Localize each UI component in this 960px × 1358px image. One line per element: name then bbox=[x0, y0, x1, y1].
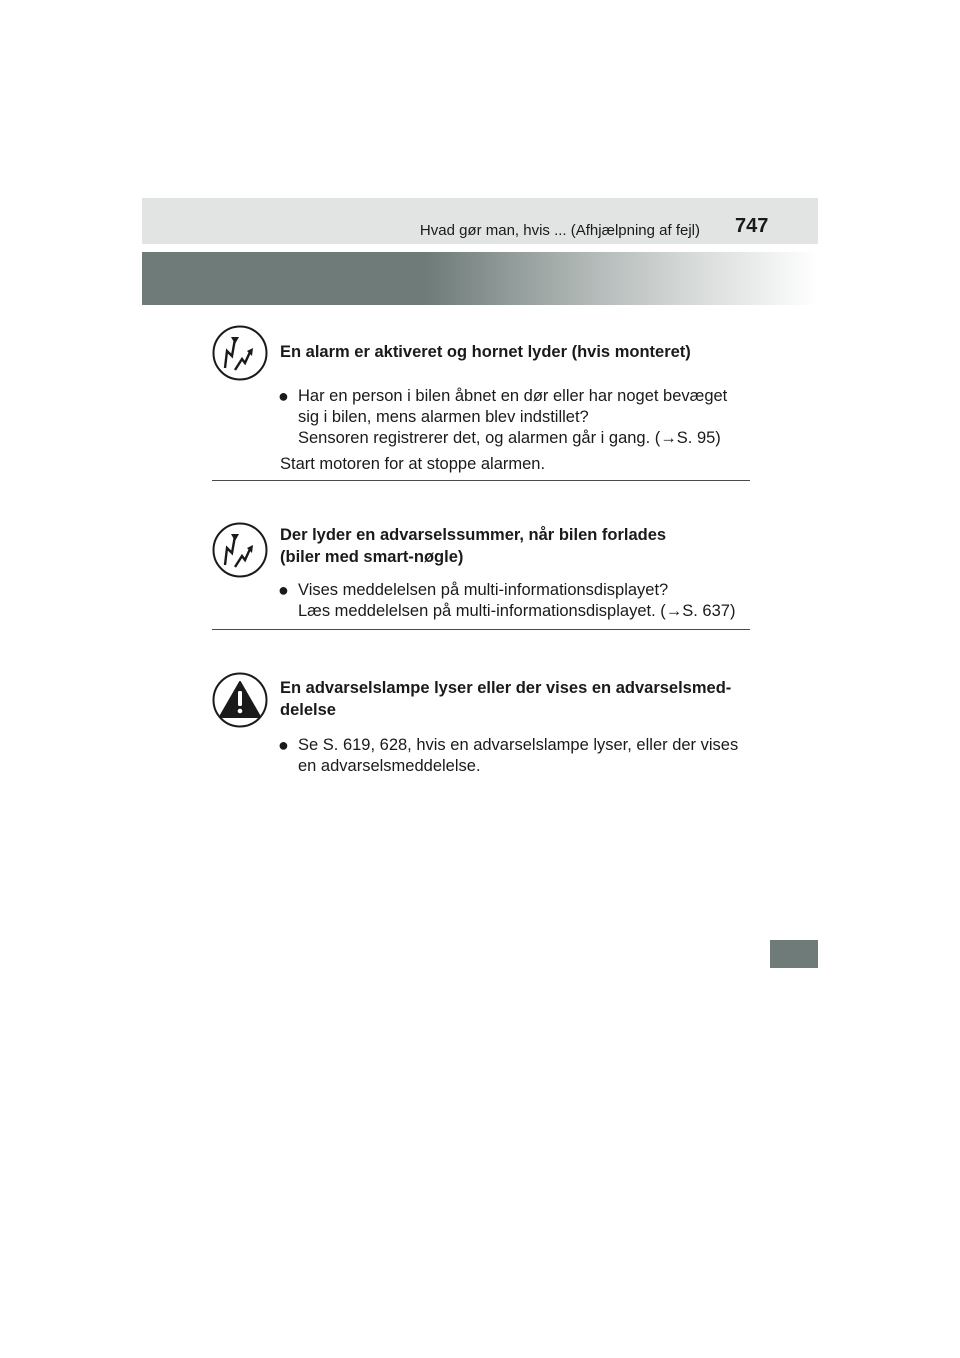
question-line: Se S. 619, 628, hvis en advarselslampe lyser, eller der vises bbox=[298, 736, 739, 754]
section-alarm bbox=[212, 325, 750, 481]
warning-icon bbox=[212, 672, 268, 728]
section-title: (biler med smart-nøgle) bbox=[280, 548, 464, 566]
section-title: Der lyder en advarselssummer, når bilen forlades bbox=[280, 526, 667, 544]
answer-line: Læs meddelelsen på multi-informationsdisplayet. (→S. 637) bbox=[298, 602, 736, 620]
question-line: en advarselsmeddelelse. bbox=[298, 757, 481, 775]
question-line: Har en person i bilen åbnet en dør eller har noget bevæget bbox=[298, 387, 728, 405]
bullet-marker: ● bbox=[278, 735, 289, 755]
bullet-marker: ● bbox=[278, 386, 289, 406]
question-line: sig i bilen, mens alarmen blev indstillet? bbox=[298, 408, 589, 426]
chapter-tab bbox=[770, 940, 818, 968]
divider bbox=[212, 629, 750, 630]
page-number: 747 bbox=[735, 215, 769, 237]
section-title: En alarm er aktiveret og hornet lyder (hvis monteret) bbox=[280, 343, 691, 361]
header-title: Hvad gør man, hvis ... (Afhjælpning af fejl) bbox=[419, 222, 700, 239]
section-summer bbox=[212, 522, 750, 632]
lightning-icon bbox=[212, 325, 268, 381]
question-line: Vises meddelelsen på multi-informationsdisplayet? bbox=[298, 581, 669, 599]
divider bbox=[212, 480, 750, 481]
lightning-icon bbox=[212, 522, 268, 578]
extra-line: Start motoren for at stoppe alarmen. bbox=[280, 455, 546, 473]
section-title: En advarselslampe lyser eller der vises en advarselsmed- bbox=[280, 679, 732, 697]
answer-line: Sensoren registrerer det, og alarmen går i gang. (→S. 95) bbox=[298, 429, 721, 447]
bullet-marker: ● bbox=[278, 580, 289, 600]
section-title: delelse bbox=[280, 701, 336, 719]
section-warning-lamp bbox=[212, 672, 750, 782]
chapter-band bbox=[142, 252, 818, 305]
